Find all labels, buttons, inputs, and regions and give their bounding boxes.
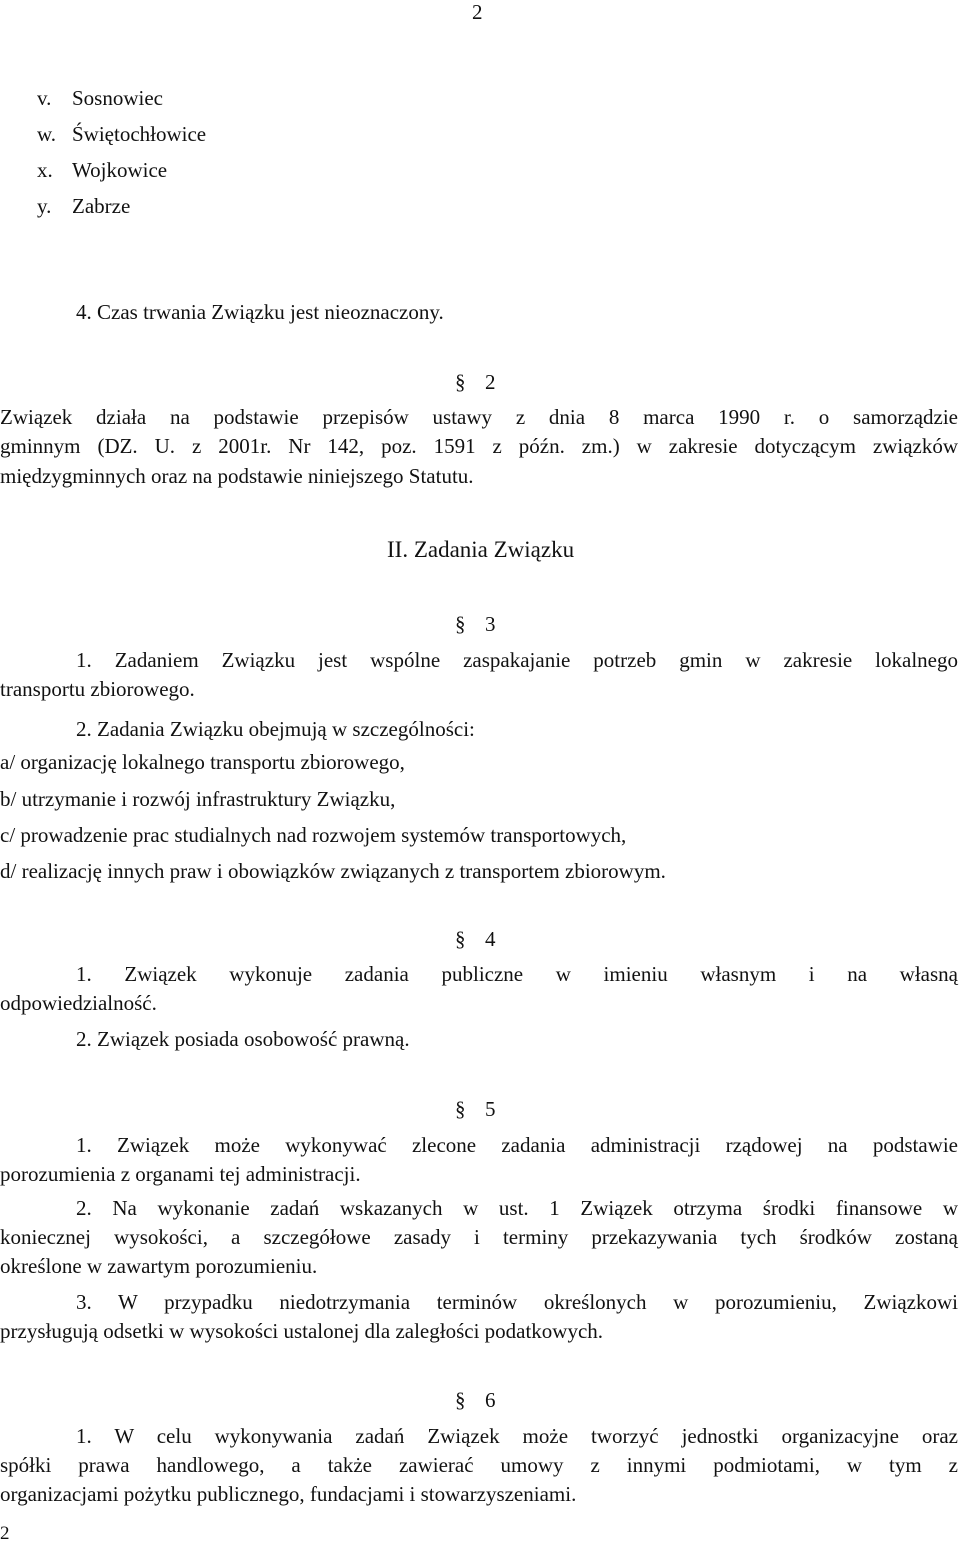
list-item — [37, 194, 130, 219]
paragraph-line: 1. W celu wykonywania zadań Związek może tworzyć jednostki organizacyjne oraz — [76, 1424, 958, 1448]
list-item: d/ realizację innych praw i obowiązków związanych z transportem zbiorowym. — [0, 859, 666, 883]
list-item: c/ prowadzenie prac studialnych nad rozwojem systemów transportowych, — [0, 823, 627, 847]
list-label: w. — [37, 122, 57, 146]
list-item: b/ utrzymanie i rozwój infrastruktury Związku, — [0, 787, 396, 811]
section-heading-2 — [455, 370, 496, 395]
header-page-number: 2 — [472, 0, 483, 24]
duration-clause: 4. Czas trwania Związku jest nieoznaczony. — [76, 300, 444, 324]
section-symbol: § — [455, 370, 466, 394]
list-item — [37, 122, 206, 147]
section-number: 6 — [485, 1388, 496, 1412]
paragraph-line: określone w zawartym porozumieniu. — [0, 1254, 318, 1278]
list-item: a/ organizację lokalnego transportu zbiorowego, — [0, 750, 405, 774]
section-symbol: § — [455, 1097, 466, 1121]
section-symbol: § — [455, 927, 466, 951]
section-number: 2 — [485, 370, 496, 394]
section-heading-3 — [455, 612, 496, 637]
section-symbol: § — [455, 612, 466, 636]
paragraph-line: 2. Zadania Związku obejmują w szczególności: — [76, 717, 475, 741]
paragraph-line: 2. Związek posiada osobowość prawną. — [76, 1027, 410, 1051]
chapter-title: II. Zadania Związku — [387, 537, 575, 562]
section-heading-6 — [455, 1388, 496, 1413]
paragraph-line: transportu zbiorowego. — [0, 677, 195, 701]
list-text: Wojkowice — [72, 158, 168, 182]
section-number: 5 — [485, 1097, 496, 1121]
paragraph-line: odpowiedzialność. — [0, 991, 157, 1015]
section-number: 4 — [485, 927, 496, 951]
list-text: Zabrze — [72, 194, 131, 218]
section-symbol: § — [455, 1388, 466, 1412]
paragraph-line: spółki prawa handlowego, a także zawierać umowy z innymi podmiotami, w tym z — [0, 1453, 958, 1477]
footer-page-number: 2 — [0, 1523, 10, 1544]
paragraph-line: przysługują odsetki w wysokości ustalonej dla zaległości podatkowych. — [0, 1319, 604, 1343]
paragraph-line: porozumienia z organami tej administracji. — [0, 1162, 361, 1186]
paragraph-line: organizacjami pożytku publicznego, fundacjami i stowarzyszeniami. — [0, 1482, 577, 1506]
paragraph-line: 1. Zadaniem Związku jest wspólne zaspakajanie potrzeb gmin w zakresie lokalnego — [76, 648, 958, 672]
section-heading-4 — [455, 927, 496, 952]
list-item — [37, 158, 167, 183]
paragraph-line: 1. Związek wykonuje zadania publiczne w imieniu własnym i na własną — [76, 962, 958, 986]
section-number: 3 — [485, 612, 496, 636]
list-item — [37, 86, 163, 111]
list-text: Sosnowiec — [72, 86, 163, 110]
list-label: v. — [37, 86, 52, 110]
paragraph-line: międzygminnych oraz na podstawie niniejszego Statutu. — [0, 464, 474, 488]
section-heading-5 — [455, 1097, 496, 1122]
list-label: x. — [37, 158, 53, 182]
paragraph-line: 3. W przypadku niedotrzymania terminów określonych w porozumieniu, Związkowi — [76, 1290, 958, 1314]
paragraph-line: gminnym (DZ. U. z 2001r. Nr 142, poz. 1591 z późn. zm.) w zakresie dotyczącym związków — [0, 434, 958, 458]
list-label: y. — [37, 194, 52, 218]
paragraph-line: 1. Związek może wykonywać zlecone zadania administracji rządowej na podstawie — [76, 1133, 958, 1157]
paragraph-line: 2. Na wykonanie zadań wskazanych w ust. 1 Związek otrzyma środki finansowe w — [76, 1196, 958, 1220]
list-text: Świętochłowice — [72, 122, 207, 146]
paragraph-line: Związek działa na podstawie przepisów ustawy z dnia 8 marca 1990 r. o samorządzie — [0, 405, 958, 429]
paragraph-line: koniecznej wysokości, a szczegółowe zasady i terminy przekazywania tych środków zostaną — [0, 1225, 958, 1249]
